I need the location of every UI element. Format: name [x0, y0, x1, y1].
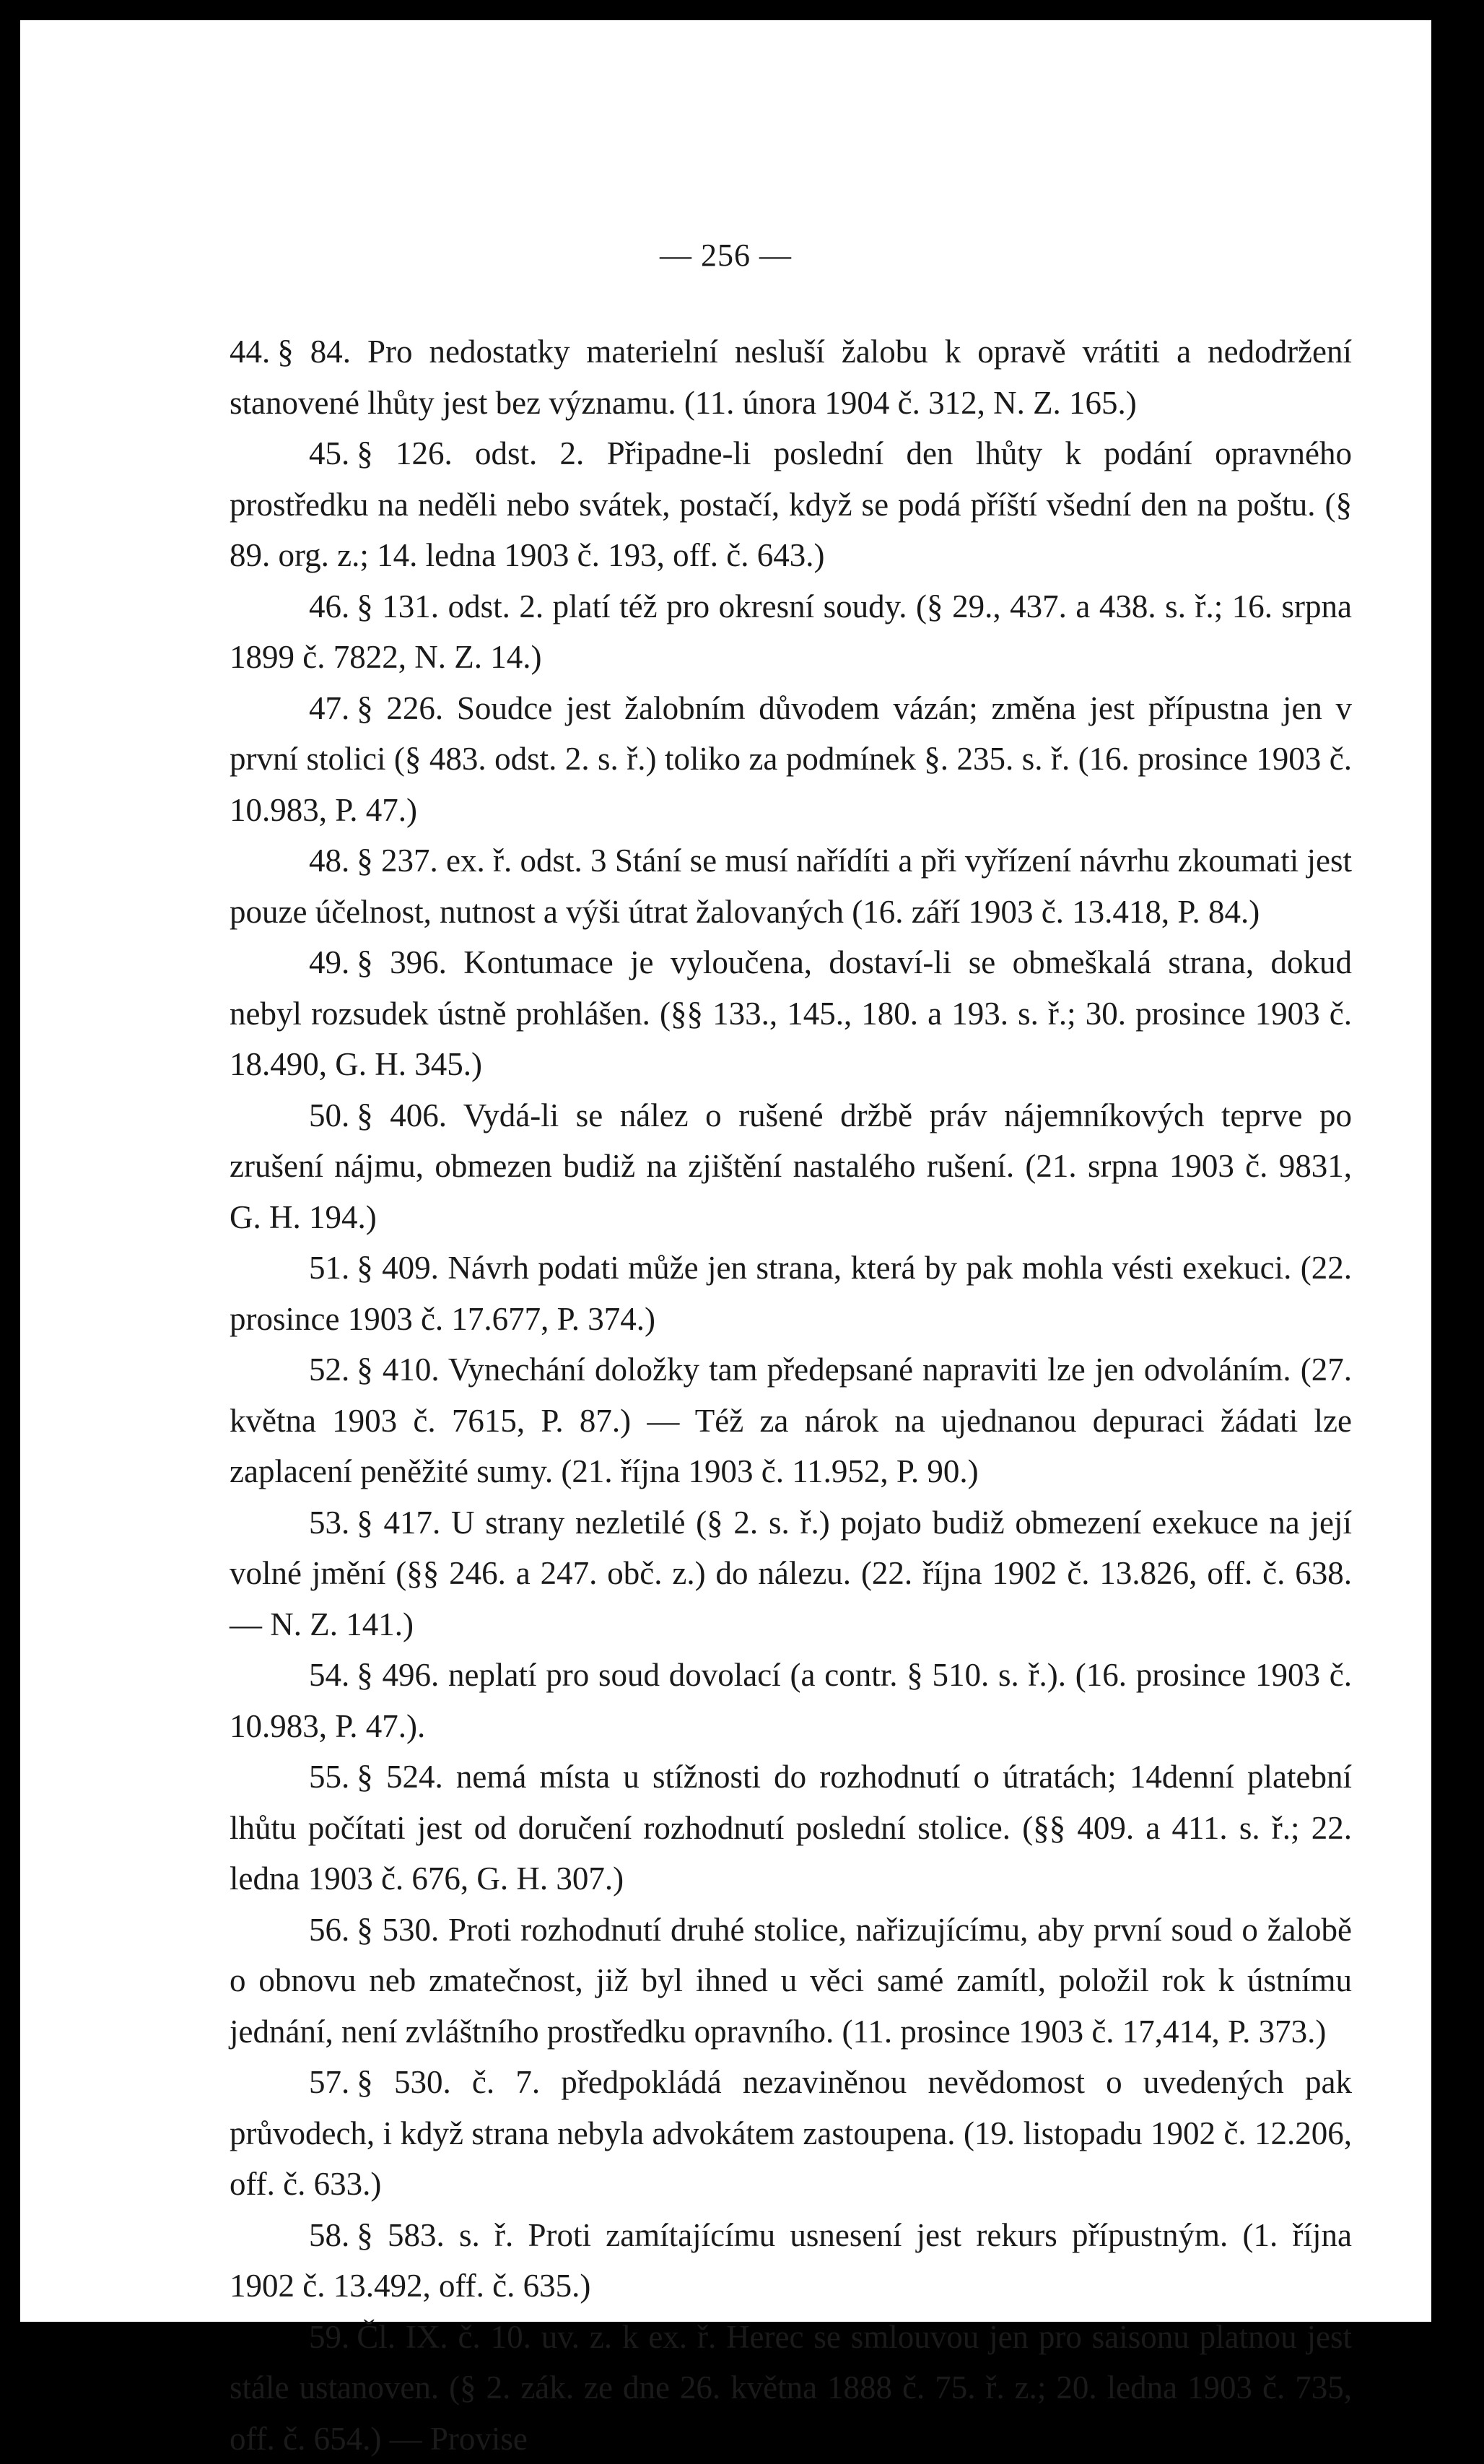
- entry-55: [230, 1751, 1352, 1904]
- entry-text: § 417. U strany nezletilé (§ 2. s. ř.) pojato budiž obmezení exekuce na její volné jmění (§§ 246. a 247. obč. z.) do nálezu. (22. října 1902 č. 13.826, off. č. 638. — N. Z. 141.): [230, 1505, 1352, 1642]
- entry-52: [230, 1344, 1352, 1497]
- entry-text: § 530. č. 7. předpokládá nezaviněnou nevědomost o uvedených pak průvodech, i když strana nebyla advokátem zastoupena. (19. listopadu 1902 č. 12.206, off. č. 633.): [230, 2064, 1352, 2202]
- entry-number: 47.: [309, 690, 349, 726]
- entry-49: [230, 937, 1352, 1090]
- entry-number: 44.: [230, 334, 270, 370]
- entry-number: 57.: [309, 2064, 349, 2100]
- entry-number: 53.: [309, 1505, 349, 1541]
- page-edge-shadow: [1431, 20, 1484, 2322]
- entry-59: [230, 2312, 1352, 2464]
- entry-number: 54.: [309, 1657, 349, 1693]
- entry-text: § 530. Proti rozhodnutí druhé stolice, nařizujícímu, aby první soud o žalobě o obnovu neb zmatečnost, již byl ihned u věci samé zamítl, položil rok k ústnímu jednání, není zvláštního prostředku opravního. (11. prosince 1903 č. 17,414, P. 373.): [230, 1912, 1352, 2050]
- entry-51: [230, 1242, 1352, 1344]
- entry-text: § 226. Soudce jest žalobním důvodem vázán; změna jest přípustna jen v první stolici (§ 483. odst. 2. s. ř.) toliko za podmínek §. 235. s. ř. (16. prosince 1903 č. 10.983, P. 47.): [230, 690, 1352, 828]
- entry-54: [230, 1650, 1352, 1751]
- entry-number: 58.: [309, 2217, 349, 2253]
- entry-text: § 237. ex. ř. odst. 3 Stání se musí nařídíti a při vyřízení návrhu zkoumati jest pouze účelnost, nutnost a výši útrat žalovaných (16. září 1903 č. 13.418, P. 84.): [230, 843, 1352, 930]
- entry-text: § 84. Pro nedostatky materielní nesluší žalobu k opravě vrátiti a nedodržení stanovené lhůty jest bez významu. (11. února 1904 č. 312, N. Z. 165.): [230, 334, 1352, 421]
- entry-text: Čl. IX. č. 10. uv. z. k ex. ř. Herec se smlouvou jen pro saisonu platnou jest stále ustanoven. (§ 2. zák. ze dne 26. května 1888 č. 75. ř. z.; 20. ledna 1903 č. 735, off. č. 654.) — Provise: [230, 2319, 1352, 2457]
- entry-number: 56.: [309, 1912, 349, 1948]
- entry-number: 59.: [309, 2319, 349, 2355]
- entry-58: [230, 2210, 1352, 2312]
- page-text: [230, 326, 1352, 2464]
- entry-text: § 496. neplatí pro soud dovolací (a contr. § 510. s. ř.). (16. prosince 1903 č. 10.983, P. 47.).: [230, 1657, 1352, 1744]
- entry-text: § 131. odst. 2. platí též pro okresní soudy. (§ 29., 437. a 438. s. ř.; 16. srpna 1899 č. 7822, N. Z. 14.): [230, 588, 1352, 676]
- entry-45: [230, 428, 1352, 581]
- entry-text: § 406. Vydá-li se nález o rušené držbě práv nájemníkových teprve po zrušení nájmu, obmezen budiž na zjištění nastalého rušení. (21. srpna 1903 č. 9831, G. H. 194.): [230, 1097, 1352, 1235]
- entry-text: § 583. s. ř. Proti zamítajícímu usnesení jest rekurs přípustným. (1. října 1902 č. 13.492, off. č. 635.): [230, 2217, 1352, 2304]
- entry-56: [230, 1904, 1352, 2058]
- entry-44: [230, 326, 1352, 428]
- entry-number: 46.: [309, 588, 349, 624]
- entry-number: 50.: [309, 1097, 349, 1133]
- entry-text: § 524. nemá místa u stížnosti do rozhodnutí o útratách; 14denní platební lhůtu počítati jest od doručení rozhodnutí poslední stolice. (§§ 409. a 411. s. ř.; 22. ledna 1903 č. 676, G. H. 307.): [230, 1759, 1352, 1897]
- entry-text: § 409. Návrh podati může jen strana, která by pak mohla vésti exekuci. (22. prosince 1903 č. 17.677, P. 374.): [230, 1250, 1352, 1337]
- entry-number: 52.: [309, 1351, 349, 1388]
- entry-number: 55.: [309, 1759, 349, 1795]
- entry-number: 49.: [309, 944, 349, 980]
- entry-number: 51.: [309, 1250, 349, 1286]
- entry-number: 48.: [309, 843, 349, 879]
- entry-number: 45.: [309, 435, 349, 471]
- entry-text: § 396. Kontumace je vyloučena, dostaví-li se obmeškalá strana, dokud nebyl rozsudek ústně prohlášen. (§§ 133., 145., 180. a 193. s. ř.; 30. prosince 1903 č. 18.490, G. H. 345.): [230, 944, 1352, 1082]
- entry-46: [230, 581, 1352, 683]
- book-page: [20, 20, 1431, 2322]
- entry-47: [230, 683, 1352, 836]
- entry-57: [230, 2057, 1352, 2210]
- entry-text: § 126. odst. 2. Připadne-li poslední den lhůty k podání opravného prostředku na neděli nebo svátek, postačí, když se podá příští všední den na poštu. (§ 89. org. z.; 14. ledna 1903 č. 193, off. č. 643.): [230, 435, 1352, 573]
- entry-text: § 410. Vynechání doložky tam předepsané napraviti lze jen odvoláním. (27. května 1903 č. 7615, P. 87.) — Též za nárok na ujednanou depuraci žádati lze zaplacení peněžité sumy. (21. října 1903 č. 11.952, P. 90.): [230, 1351, 1352, 1489]
- entry-50: [230, 1090, 1352, 1243]
- entry-48: [230, 835, 1352, 937]
- page-number: — 256 —: [20, 237, 1431, 274]
- entry-53: [230, 1497, 1352, 1650]
